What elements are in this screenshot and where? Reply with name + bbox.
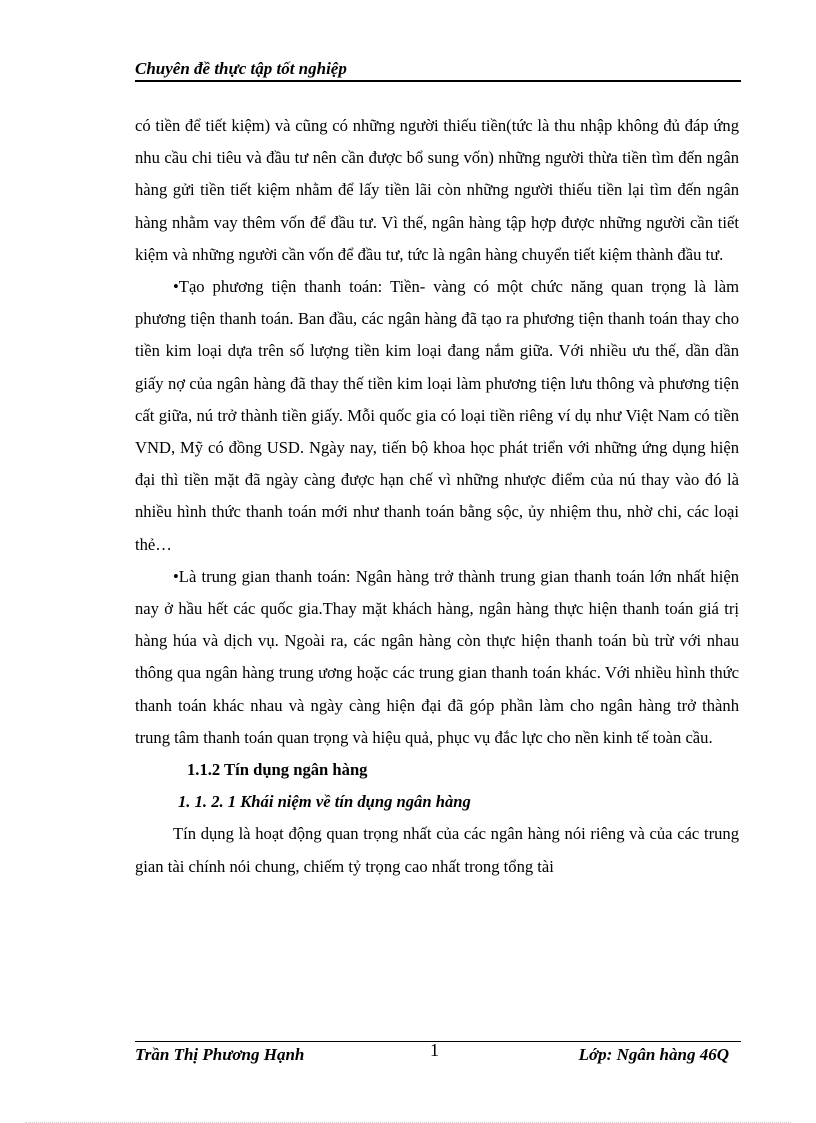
section-heading: 1.1.2 Tín dụng ngân hàng <box>187 760 368 780</box>
footer-class: Lớp: Ngân hàng 46Q <box>578 1045 729 1064</box>
footer-author: Trần Thị Phương Hạnh <box>135 1045 305 1064</box>
paragraph-payment-intermediary: •Là trung gian thanh toán: Ngân hàng trở thành trung gian thanh toán lớn nhất hiện nay ở hầu hết các quốc gia.Thay mặt khách hàng, ngân hàng thực hiện thanh toán giá trị hàng húa và dịch vụ. Ngoài ra, các ngân hàng còn thực hiện thanh toán bù trừ với nhau thông qua ngân hàng trung ương hoặc các trung gian thanh toán khác. Với nhiều hình thức thanh toán khác nhau và ngày càng hiện đại đã góp phần làm cho ngân hàng trở thành trung tâm thanh toán quan trọng và hiệu quả, phục vụ đắc lực cho nền kinh tế toàn cầu. <box>135 566 739 747</box>
header-title: Chuyên đề thực tập tốt nghiệp <box>135 59 347 78</box>
page-header <box>135 58 741 82</box>
subsection-heading: 1. 1. 2. 1 Khái niệm về tín dụng ngân hàng <box>178 792 471 812</box>
paragraph-payment-means: •Tạo phương tiện thanh toán: Tiền- vàng có một chức năng quan trọng là làm phương tiện thanh toán. Ban đầu, các ngân hàng đã tạo ra phương tiện thanh toán thay cho tiền kim loại dựa trên số lượng tiền kim loại đang nắm giữa. Với nhiều ưu thế, dần dần giấy nợ của ngân hàng đã thay thế tiền kim loại làm phương tiện lưu thông và phương tiện cất giữa, nú trở thành tiền giấy. Mỗi quốc gia có loại tiền riêng ví dụ như Việt Nam có tiền VND, Mỹ có đồng USD. Ngày nay, tiến bộ khoa học phát triển với những ứng dụng hiện đại thì tiền mặt đã ngày càng được hạn chế vì những nhược điểm của nú thay vào đó là nhiều hình thức thanh toán mới như thanh toán bằng sộc, ủy nhiệm thu, nhờ chi, các loại thẻ… <box>135 277 739 554</box>
document-body <box>135 110 739 883</box>
paragraph-credit-definition: Tín dụng là hoạt động quan trọng nhất của các ngân hàng nói riêng và của các trung gian tài chính nói chung, chiếm tỷ trọng cao nhất trong tổng tài <box>135 824 739 876</box>
paragraph-continuation: có tiền để tiết kiệm) và cũng có những người thiếu tiền(tức là thu nhập không đủ đáp ứng nhu cầu chi tiêu và đầu tư nên cần được bổ sung vốn) những người thừa tiền tìm đến ngân hàng gửi tiền tiết kiệm nhằm để lấy tiền lãi còn những người thiếu tiền lại tìm đến ngân hàng nhằm vay thêm vốn để đầu tư. Vì thế, ngân hàng tập hợp được những người cần tiết kiệm và những người cần vốn để đầu tư, tức là ngân hàng chuyển tiết kiệm thành đầu tư. <box>135 116 739 264</box>
page-footer <box>135 1041 741 1068</box>
page-number: 1 <box>430 1040 439 1060</box>
